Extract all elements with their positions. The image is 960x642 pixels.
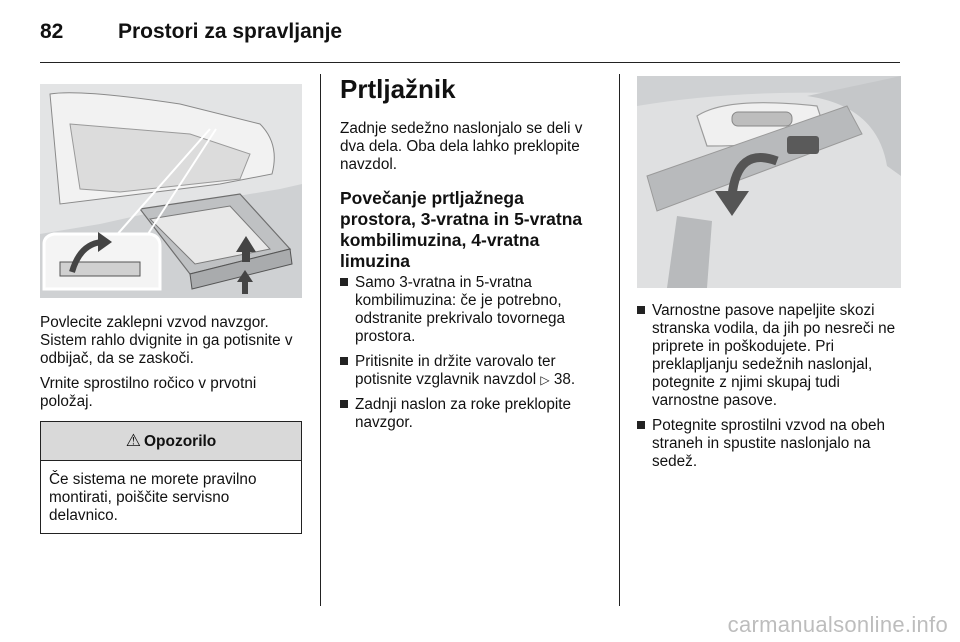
subsection-heading: Povečanje prtljažnega prostora, 3-vratna in 5-vratna kombilimuzina, 4-vratna limuzina bbox=[340, 188, 583, 271]
watermark: carmanualsonline.info bbox=[727, 612, 948, 637]
page-number: 82 bbox=[40, 20, 64, 43]
page-reference-link[interactable]: 38. bbox=[553, 371, 576, 388]
list-item-text: Pritisnite in držite varovalo ter potisnite vzglavnik navzdol bbox=[355, 353, 556, 388]
bike-carrier-illustration bbox=[40, 84, 302, 298]
bullet-square-icon bbox=[637, 306, 645, 314]
instruction-paragraph: Vrnite sprostilno ročico v prvotni položaj. bbox=[40, 375, 257, 410]
instruction-paragraph: Povlecite zaklepni vzvod navzgor. Sistem rahlo dvignite in ga potisnite v odbijač, da se zaskoči. bbox=[40, 314, 293, 367]
list-item-text: Potegnite sprostilni vzvod na obeh straneh in spustite naslonjalo na sedež. bbox=[652, 417, 886, 470]
page-header bbox=[40, 14, 900, 54]
bullet-square-icon bbox=[340, 400, 348, 408]
left-column bbox=[40, 84, 302, 534]
section-heading: Prtljažnik bbox=[340, 74, 456, 104]
list-item-text: Varnostne pasove napeljite skozi stranska vodila, da jih po nesreči ne priprete in poškodujete. Pri preklapljanju sedežnih naslonjal, potegnite z njimi skupaj tudi varnostne pasove. bbox=[652, 302, 896, 409]
bullet-square-icon bbox=[637, 421, 645, 429]
list-item bbox=[340, 396, 602, 432]
list-item bbox=[637, 302, 901, 410]
bullet-list bbox=[637, 302, 901, 471]
list-item bbox=[340, 274, 602, 346]
seatbelt-guide-illustration bbox=[637, 76, 901, 288]
list-item bbox=[637, 417, 901, 471]
page-title: Prostori za spravljanje bbox=[118, 20, 343, 43]
intro-paragraph: Zadnje sedežno naslonjalo se deli v dva dela. Oba dela lahko preklopite navzdol. bbox=[340, 120, 583, 173]
page-reference-arrow-icon: ▷ bbox=[540, 373, 550, 387]
column-divider-right bbox=[619, 74, 620, 606]
list-item bbox=[340, 353, 602, 389]
column-divider-left bbox=[320, 74, 321, 606]
bullet-square-icon bbox=[340, 357, 348, 365]
warning-title: Opozorilo bbox=[143, 433, 217, 450]
warning-triangle-icon: ⚠ bbox=[125, 431, 141, 450]
warning-header bbox=[41, 422, 301, 461]
warning-text: Če sistema ne morete pravilno montirati, poiščite servisno delavnico. bbox=[49, 471, 257, 524]
right-column bbox=[637, 76, 901, 478]
warning-box bbox=[40, 421, 302, 534]
list-item-text: Samo 3-vratna in 5-vratna kombilimuzina: če je potrebno, odstranite prekrivalo tovornega prostora. bbox=[355, 274, 566, 345]
list-item-text: Zadnji naslon za roke preklopite navzgor. bbox=[355, 396, 571, 431]
bullet-list bbox=[340, 274, 602, 432]
middle-column bbox=[340, 74, 602, 439]
bullet-square-icon bbox=[340, 278, 348, 286]
header-rule bbox=[40, 62, 900, 63]
